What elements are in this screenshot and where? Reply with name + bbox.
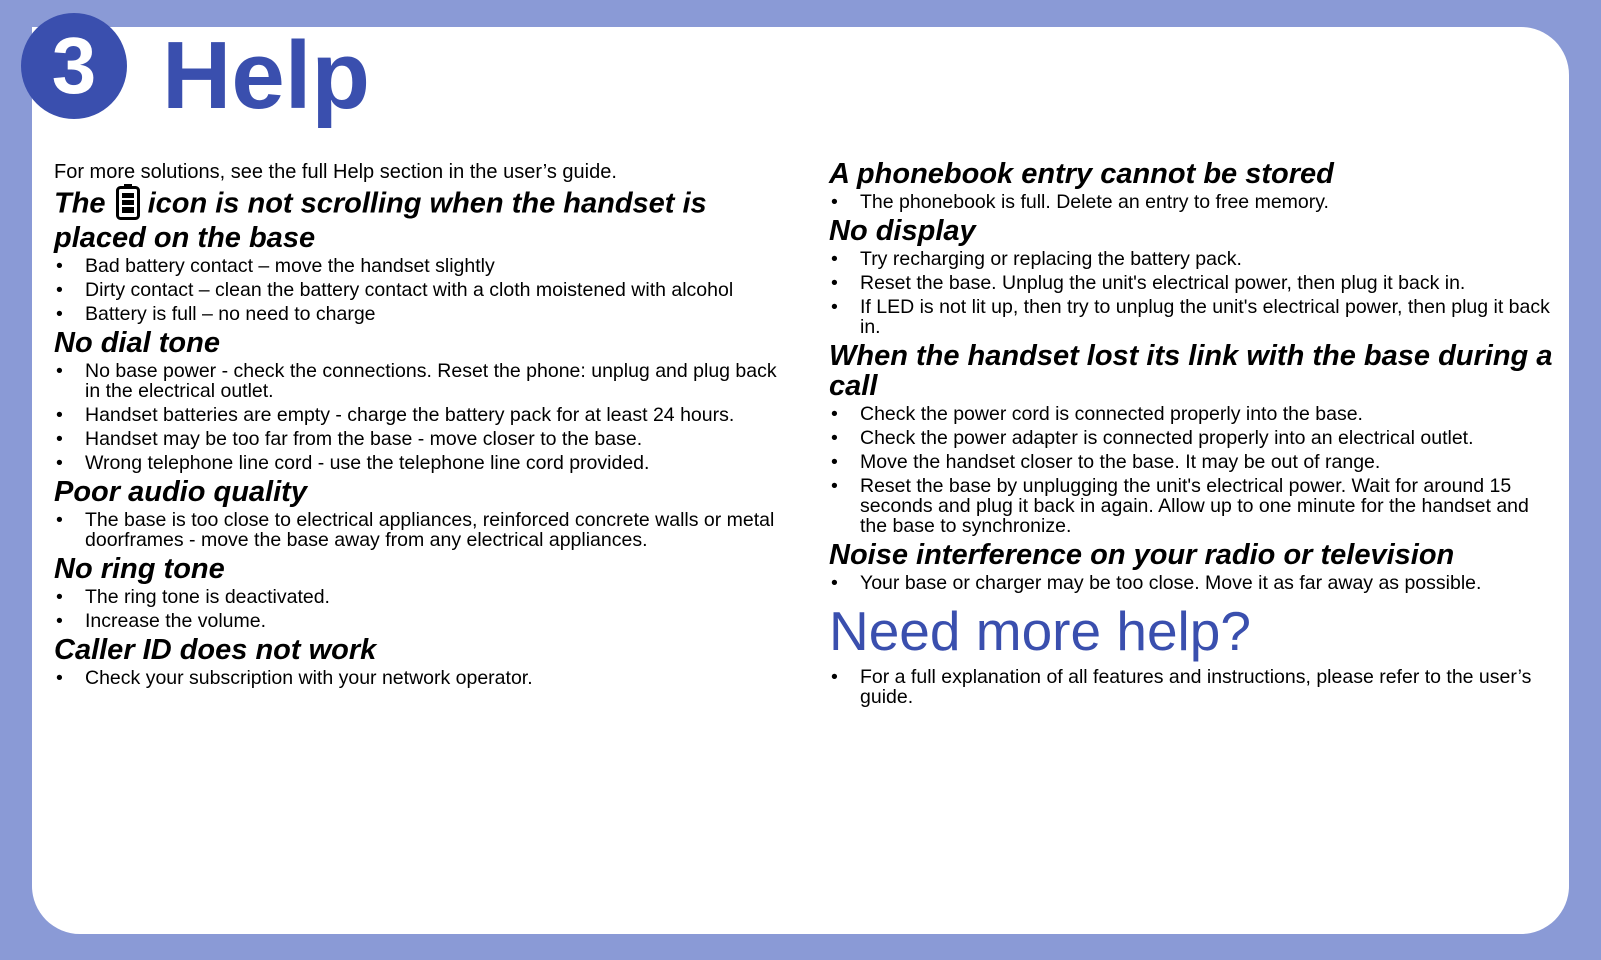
list-item: • Dirty contact – clean the battery contact with a cloth moistened with alcohol [56,279,734,301]
list-item: • Move the handset closer to the base. It may be out of range. [831,451,1381,473]
battery-icon [116,184,140,220]
page-title: Help [162,22,371,129]
list-item: • Check the power adapter is connected properly into an electrical outlet. [831,427,1474,449]
bullet-list [54,668,784,688]
list-item: • Wrong telephone line cord - use the telephone line cord provided. [56,452,650,474]
list-item: • If LED is not lit up, then try to unplug the unit's electrical power, then plug it back in. [831,296,1550,338]
left-column [54,156,784,692]
section-heading-battery-icon [54,187,784,253]
section-heading: When the handset lost its link with the base during a call [829,340,1553,402]
heading-text-before-icon: The [54,187,106,220]
bullet-list [54,256,784,324]
bullet-list [829,667,1559,707]
bullet-list [829,404,1559,536]
right-column [829,156,1559,711]
bullet-list [54,361,784,473]
step-number-badge: 3 [21,13,127,119]
bullet-list [829,249,1559,337]
bullet-list [54,587,784,631]
list-item: • Bad battery contact – move the handset slightly [56,255,495,277]
list-item: • Reset the base by unplugging the unit's electrical power. Wait for around 15 seconds and plug it back in again. Allow up to one minute for the handset and the base to synchronize. [831,475,1529,537]
list-item: • Reset the base. Unplug the unit's electrical power, then plug it back in. [831,272,1466,294]
list-item: • Handset batteries are empty - charge the battery pack for at least 24 hours. [56,404,735,426]
list-item: • The ring tone is deactivated. [56,586,330,608]
section-heading: No dial tone [54,327,220,359]
bullet-list [54,510,784,550]
list-item: • No base power - check the connections. Reset the phone: unplug and plug back in the electrical outlet. [56,360,777,402]
list-item: • Handset may be too far from the base - move closer to the base. [56,428,643,450]
section-heading: Poor audio quality [54,476,307,508]
list-item: • Try recharging or replacing the battery pack. [831,248,1242,270]
need-more-help-heading: Need more help? [829,600,1251,662]
list-item: • Battery is full – no need to charge [56,303,376,325]
list-item: • Your base or charger may be too close. Move it as far away as possible. [831,572,1482,594]
section-heading: Noise interference on your radio or television [829,539,1455,571]
section-heading: Caller ID does not work [54,634,377,666]
bullet-list [829,573,1559,593]
list-item: • Check the power cord is connected properly into the base. [831,403,1363,425]
list-item: • Increase the volume. [56,610,267,632]
intro-text: For more solutions, see the full Help section in the user’s guide. [54,161,617,183]
list-item: • The phonebook is full. Delete an entry to free memory. [831,191,1329,213]
list-item: • For a full explanation of all features and instructions, please refer to the user’s guide. [831,666,1532,708]
section-heading: No ring tone [54,553,225,585]
list-item: • Check your subscription with your network operator. [56,667,533,689]
section-heading: A phonebook entry cannot be stored [829,158,1334,190]
list-item: • The base is too close to electrical appliances, reinforced concrete walls or metal doorframes - move the base away from any electrical appliances. [56,509,775,551]
section-heading: No display [829,215,976,247]
heading-text-after-icon: icon is not scrolling when the handset is placed on the base [54,187,707,254]
bullet-list [829,192,1559,212]
